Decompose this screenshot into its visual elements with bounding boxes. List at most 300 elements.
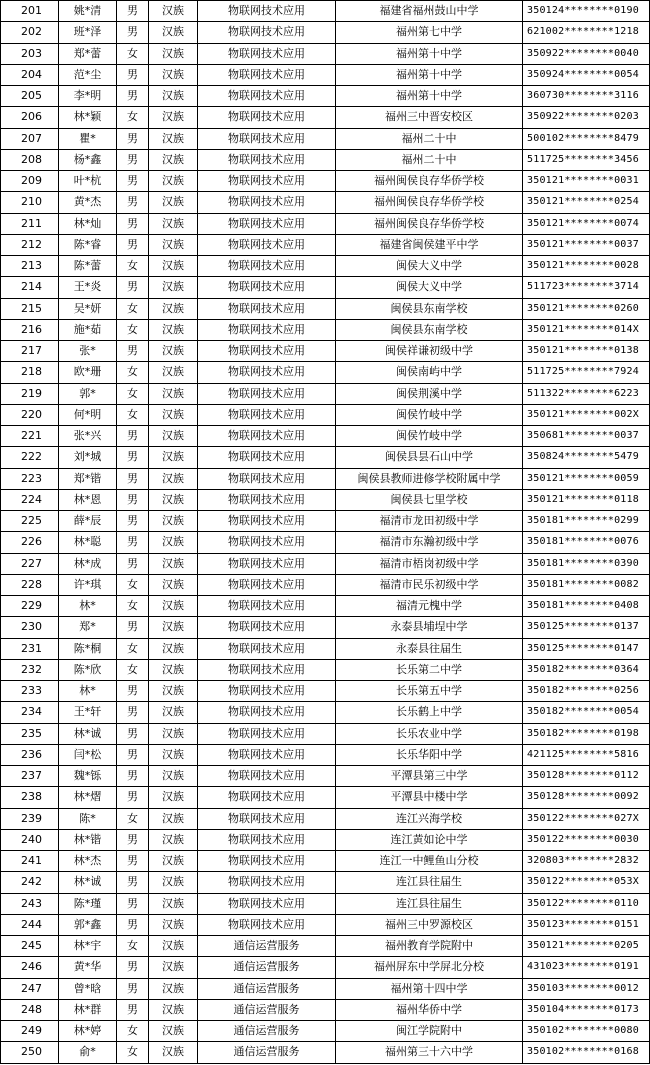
- gender-cell: 男: [117, 213, 149, 234]
- table-row: [1, 404, 650, 425]
- school-cell: 连江一中鲤鱼山分校: [336, 851, 523, 872]
- gender-cell: 女: [117, 298, 149, 319]
- table-row: [1, 681, 650, 702]
- ethnicity-cell: 汉族: [149, 277, 198, 298]
- student-name-cell: 姚*清: [59, 1, 117, 22]
- major-cell: 物联网技术应用: [198, 596, 336, 617]
- id-number-cell: 350102********0168: [523, 1042, 650, 1063]
- gender-cell: 女: [117, 256, 149, 277]
- gender-cell: 男: [117, 468, 149, 489]
- major-cell: 物联网技术应用: [198, 702, 336, 723]
- gender-cell: 男: [117, 171, 149, 192]
- ethnicity-cell: 汉族: [149, 681, 198, 702]
- id-number-cell: 431023********0191: [523, 957, 650, 978]
- ethnicity-cell: 汉族: [149, 787, 198, 808]
- student-name-cell: 黄*杰: [59, 192, 117, 213]
- gender-cell: 女: [117, 808, 149, 829]
- ethnicity-cell: 汉族: [149, 341, 198, 362]
- id-number-cell: 350128********0092: [523, 787, 650, 808]
- student-name-cell: 刘*城: [59, 447, 117, 468]
- row-number-cell: 208: [1, 149, 59, 170]
- gender-cell: 男: [117, 1, 149, 22]
- ethnicity-cell: 汉族: [149, 808, 198, 829]
- ethnicity-cell: 汉族: [149, 319, 198, 340]
- row-number-cell: 203: [1, 43, 59, 64]
- table-row: [1, 914, 650, 935]
- major-cell: 物联网技术应用: [198, 447, 336, 468]
- id-number-cell: 621002********1218: [523, 22, 650, 43]
- school-cell: 闽侯县昙石山中学: [336, 447, 523, 468]
- gender-cell: 男: [117, 957, 149, 978]
- gender-cell: 男: [117, 553, 149, 574]
- gender-cell: 男: [117, 851, 149, 872]
- table-row: [1, 596, 650, 617]
- table-row: [1, 256, 650, 277]
- major-cell: 物联网技术应用: [198, 511, 336, 532]
- row-number-cell: 235: [1, 723, 59, 744]
- ethnicity-cell: 汉族: [149, 702, 198, 723]
- row-number-cell: 227: [1, 553, 59, 574]
- row-number-cell: 224: [1, 489, 59, 510]
- ethnicity-cell: 汉族: [149, 404, 198, 425]
- table-row: [1, 702, 650, 723]
- major-cell: 物联网技术应用: [198, 234, 336, 255]
- major-cell: 物联网技术应用: [198, 319, 336, 340]
- id-number-cell: 350181********0390: [523, 553, 650, 574]
- table-row: [1, 192, 650, 213]
- row-number-cell: 206: [1, 107, 59, 128]
- table-row: [1, 936, 650, 957]
- gender-cell: 女: [117, 383, 149, 404]
- school-cell: 长乐第五中学: [336, 681, 523, 702]
- student-name-cell: 施*茹: [59, 319, 117, 340]
- student-name-cell: 何*明: [59, 404, 117, 425]
- ethnicity-cell: 汉族: [149, 744, 198, 765]
- row-number-cell: 250: [1, 1042, 59, 1063]
- id-number-cell: 350102********0080: [523, 1021, 650, 1042]
- major-cell: 物联网技术应用: [198, 86, 336, 107]
- school-cell: 连江黄如论中学: [336, 829, 523, 850]
- major-cell: 物联网技术应用: [198, 489, 336, 510]
- row-number-cell: 243: [1, 893, 59, 914]
- ethnicity-cell: 汉族: [149, 851, 198, 872]
- gender-cell: 男: [117, 723, 149, 744]
- gender-cell: 女: [117, 43, 149, 64]
- gender-cell: 男: [117, 128, 149, 149]
- table-row: [1, 659, 650, 680]
- id-number-cell: 350122********0110: [523, 893, 650, 914]
- school-cell: 福清市梧岗初级中学: [336, 553, 523, 574]
- student-name-cell: 陈*瑾: [59, 893, 117, 914]
- school-cell: 闽侯县七里学校: [336, 489, 523, 510]
- table-row: [1, 362, 650, 383]
- row-number-cell: 249: [1, 1021, 59, 1042]
- major-cell: 物联网技术应用: [198, 914, 336, 935]
- ethnicity-cell: 汉族: [149, 659, 198, 680]
- gender-cell: 男: [117, 341, 149, 362]
- gender-cell: 男: [117, 64, 149, 85]
- ethnicity-cell: 汉族: [149, 1, 198, 22]
- major-cell: 物联网技术应用: [198, 723, 336, 744]
- ethnicity-cell: 汉族: [149, 383, 198, 404]
- id-number-cell: 350121********0254: [523, 192, 650, 213]
- ethnicity-cell: 汉族: [149, 532, 198, 553]
- student-name-cell: 郭*: [59, 383, 117, 404]
- gender-cell: 男: [117, 829, 149, 850]
- gender-cell: 女: [117, 404, 149, 425]
- ethnicity-cell: 汉族: [149, 128, 198, 149]
- table-row: [1, 234, 650, 255]
- row-number-cell: 226: [1, 532, 59, 553]
- gender-cell: 男: [117, 234, 149, 255]
- table-row: [1, 957, 650, 978]
- table-row: [1, 171, 650, 192]
- gender-cell: 男: [117, 681, 149, 702]
- row-number-cell: 232: [1, 659, 59, 680]
- school-cell: 闽侯南屿中学: [336, 362, 523, 383]
- major-cell: 物联网技术应用: [198, 1, 336, 22]
- ethnicity-cell: 汉族: [149, 999, 198, 1020]
- school-cell: 福建省闽侯建平中学: [336, 234, 523, 255]
- gender-cell: 女: [117, 362, 149, 383]
- gender-cell: 女: [117, 659, 149, 680]
- row-number-cell: 247: [1, 978, 59, 999]
- major-cell: 通信运营服务: [198, 978, 336, 999]
- student-name-cell: 林*恩: [59, 489, 117, 510]
- school-cell: 福清市龙田初级中学: [336, 511, 523, 532]
- student-name-cell: 林*颖: [59, 107, 117, 128]
- table-row: [1, 489, 650, 510]
- student-name-cell: 陈*桐: [59, 638, 117, 659]
- id-number-cell: 350681********0037: [523, 426, 650, 447]
- row-number-cell: 218: [1, 362, 59, 383]
- ethnicity-cell: 汉族: [149, 957, 198, 978]
- ethnicity-cell: 汉族: [149, 893, 198, 914]
- ethnicity-cell: 汉族: [149, 723, 198, 744]
- major-cell: 通信运营服务: [198, 1042, 336, 1063]
- school-cell: 平潭县第三中学: [336, 766, 523, 787]
- row-number-cell: 212: [1, 234, 59, 255]
- table-row: [1, 22, 650, 43]
- student-name-cell: 林*聪: [59, 532, 117, 553]
- major-cell: 物联网技术应用: [198, 192, 336, 213]
- student-name-cell: 林*熠: [59, 787, 117, 808]
- major-cell: 物联网技术应用: [198, 107, 336, 128]
- id-number-cell: 320803********2832: [523, 851, 650, 872]
- school-cell: 长乐农业中学: [336, 723, 523, 744]
- row-number-cell: 221: [1, 426, 59, 447]
- student-name-cell: 杨*鑫: [59, 149, 117, 170]
- row-number-cell: 228: [1, 574, 59, 595]
- id-number-cell: 350122********053X: [523, 872, 650, 893]
- row-number-cell: 210: [1, 192, 59, 213]
- ethnicity-cell: 汉族: [149, 978, 198, 999]
- school-cell: 闽侯竹岐中学: [336, 404, 523, 425]
- row-number-cell: 231: [1, 638, 59, 659]
- major-cell: 物联网技术应用: [198, 532, 336, 553]
- school-cell: 福清市民乐初级中学: [336, 574, 523, 595]
- school-cell: 闽侯大义中学: [336, 277, 523, 298]
- student-name-cell: 林*宇: [59, 936, 117, 957]
- gender-cell: 男: [117, 999, 149, 1020]
- ethnicity-cell: 汉族: [149, 766, 198, 787]
- ethnicity-cell: 汉族: [149, 468, 198, 489]
- id-number-cell: 350121********0260: [523, 298, 650, 319]
- school-cell: 长乐华阳中学: [336, 744, 523, 765]
- row-number-cell: 220: [1, 404, 59, 425]
- table-row: [1, 149, 650, 170]
- id-number-cell: 350125********0137: [523, 617, 650, 638]
- table-row: [1, 808, 650, 829]
- major-cell: 物联网技术应用: [198, 341, 336, 362]
- student-name-cell: 林*诚: [59, 723, 117, 744]
- id-number-cell: 350182********0364: [523, 659, 650, 680]
- row-number-cell: 233: [1, 681, 59, 702]
- table-row: [1, 64, 650, 85]
- ethnicity-cell: 汉族: [149, 872, 198, 893]
- student-name-cell: 闫*松: [59, 744, 117, 765]
- student-name-cell: 张*兴: [59, 426, 117, 447]
- gender-cell: 男: [117, 978, 149, 999]
- id-number-cell: 350128********0112: [523, 766, 650, 787]
- gender-cell: 男: [117, 426, 149, 447]
- school-cell: 闽侯大义中学: [336, 256, 523, 277]
- major-cell: 物联网技术应用: [198, 256, 336, 277]
- ethnicity-cell: 汉族: [149, 574, 198, 595]
- id-number-cell: 350121********0074: [523, 213, 650, 234]
- gender-cell: 男: [117, 872, 149, 893]
- table-row: [1, 319, 650, 340]
- school-cell: 福州第十中学: [336, 86, 523, 107]
- ethnicity-cell: 汉族: [149, 234, 198, 255]
- school-cell: 连江兴海学校: [336, 808, 523, 829]
- row-number-cell: 230: [1, 617, 59, 638]
- gender-cell: 男: [117, 893, 149, 914]
- ethnicity-cell: 汉族: [149, 638, 198, 659]
- id-number-cell: 350182********0198: [523, 723, 650, 744]
- major-cell: 物联网技术应用: [198, 617, 336, 638]
- table-row: [1, 638, 650, 659]
- id-number-cell: 350122********027X: [523, 808, 650, 829]
- ethnicity-cell: 汉族: [149, 1021, 198, 1042]
- gender-cell: 男: [117, 489, 149, 510]
- major-cell: 物联网技术应用: [198, 851, 336, 872]
- major-cell: 物联网技术应用: [198, 872, 336, 893]
- gender-cell: 男: [117, 86, 149, 107]
- id-number-cell: 350125********0147: [523, 638, 650, 659]
- gender-cell: 男: [117, 192, 149, 213]
- major-cell: 通信运营服务: [198, 999, 336, 1020]
- ethnicity-cell: 汉族: [149, 43, 198, 64]
- gender-cell: 男: [117, 702, 149, 723]
- id-number-cell: 350182********0256: [523, 681, 650, 702]
- id-number-cell: 350121********0118: [523, 489, 650, 510]
- row-number-cell: 238: [1, 787, 59, 808]
- major-cell: 物联网技术应用: [198, 893, 336, 914]
- student-name-cell: 林*灿: [59, 213, 117, 234]
- table-row: [1, 574, 650, 595]
- row-number-cell: 214: [1, 277, 59, 298]
- student-name-cell: 林*锴: [59, 829, 117, 850]
- ethnicity-cell: 汉族: [149, 107, 198, 128]
- table-row: [1, 999, 650, 1020]
- table-row: [1, 1021, 650, 1042]
- id-number-cell: 421125********5816: [523, 744, 650, 765]
- major-cell: 通信运营服务: [198, 957, 336, 978]
- major-cell: 物联网技术应用: [198, 829, 336, 850]
- table-row: [1, 872, 650, 893]
- id-number-cell: 350124********0190: [523, 1, 650, 22]
- row-number-cell: 248: [1, 999, 59, 1020]
- school-cell: 平潭县中楼中学: [336, 787, 523, 808]
- row-number-cell: 239: [1, 808, 59, 829]
- student-name-cell: 陈*睿: [59, 234, 117, 255]
- row-number-cell: 216: [1, 319, 59, 340]
- major-cell: 物联网技术应用: [198, 171, 336, 192]
- ethnicity-cell: 汉族: [149, 64, 198, 85]
- gender-cell: 女: [117, 936, 149, 957]
- row-number-cell: 225: [1, 511, 59, 532]
- gender-cell: 男: [117, 277, 149, 298]
- school-cell: 福建省福州鼓山中学: [336, 1, 523, 22]
- table-row: [1, 213, 650, 234]
- row-number-cell: 209: [1, 171, 59, 192]
- school-cell: 福州屏东中学屏北分校: [336, 957, 523, 978]
- table-row: [1, 553, 650, 574]
- table-row: [1, 978, 650, 999]
- school-cell: 永泰县埔埕中学: [336, 617, 523, 638]
- major-cell: 物联网技术应用: [198, 43, 336, 64]
- student-name-cell: 陈*欣: [59, 659, 117, 680]
- ethnicity-cell: 汉族: [149, 171, 198, 192]
- table-body: [1, 1, 650, 1064]
- major-cell: 物联网技术应用: [198, 149, 336, 170]
- row-number-cell: 205: [1, 86, 59, 107]
- gender-cell: 女: [117, 596, 149, 617]
- table-row: [1, 744, 650, 765]
- gender-cell: 男: [117, 914, 149, 935]
- row-number-cell: 201: [1, 1, 59, 22]
- school-cell: 福州第十四中学: [336, 978, 523, 999]
- student-name-cell: 欧*珊: [59, 362, 117, 383]
- id-number-cell: 350122********0030: [523, 829, 650, 850]
- table-row: [1, 383, 650, 404]
- row-number-cell: 223: [1, 468, 59, 489]
- row-number-cell: 240: [1, 829, 59, 850]
- student-name-cell: 曾*晗: [59, 978, 117, 999]
- ethnicity-cell: 汉族: [149, 511, 198, 532]
- school-cell: 福州第十中学: [336, 43, 523, 64]
- school-cell: 福清元槐中学: [336, 596, 523, 617]
- gender-cell: 男: [117, 447, 149, 468]
- school-cell: 福州华侨中学: [336, 999, 523, 1020]
- table-row: [1, 1, 650, 22]
- gender-cell: 女: [117, 638, 149, 659]
- id-number-cell: 350121********0205: [523, 936, 650, 957]
- school-cell: 福州第十中学: [336, 64, 523, 85]
- table-row: [1, 426, 650, 447]
- major-cell: 物联网技术应用: [198, 383, 336, 404]
- school-cell: 闽侯县教师进修学校附属中学: [336, 468, 523, 489]
- id-number-cell: 350181********0299: [523, 511, 650, 532]
- school-cell: 闽侯县东南学校: [336, 298, 523, 319]
- id-number-cell: 350121********0138: [523, 341, 650, 362]
- id-number-cell: 511322********6223: [523, 383, 650, 404]
- ethnicity-cell: 汉族: [149, 192, 198, 213]
- ethnicity-cell: 汉族: [149, 914, 198, 935]
- row-number-cell: 237: [1, 766, 59, 787]
- student-name-cell: 薛*辰: [59, 511, 117, 532]
- table-row: [1, 298, 650, 319]
- table-row: [1, 447, 650, 468]
- gender-cell: 男: [117, 617, 149, 638]
- id-number-cell: 350922********0203: [523, 107, 650, 128]
- school-cell: 长乐鹤上中学: [336, 702, 523, 723]
- row-number-cell: 211: [1, 213, 59, 234]
- school-cell: 闽侯祥谦初级中学: [336, 341, 523, 362]
- student-name-cell: 郑*蕾: [59, 43, 117, 64]
- row-number-cell: 229: [1, 596, 59, 617]
- school-cell: 闽江学院附中: [336, 1021, 523, 1042]
- student-name-cell: 林*诚: [59, 872, 117, 893]
- major-cell: 物联网技术应用: [198, 468, 336, 489]
- id-number-cell: 500102********8479: [523, 128, 650, 149]
- ethnicity-cell: 汉族: [149, 22, 198, 43]
- row-number-cell: 242: [1, 872, 59, 893]
- school-cell: 永泰县往届生: [336, 638, 523, 659]
- table-row: [1, 532, 650, 553]
- major-cell: 物联网技术应用: [198, 277, 336, 298]
- gender-cell: 男: [117, 787, 149, 808]
- id-number-cell: 350103********0012: [523, 978, 650, 999]
- gender-cell: 男: [117, 149, 149, 170]
- id-number-cell: 511725********3456: [523, 149, 650, 170]
- school-cell: 连江县往届生: [336, 893, 523, 914]
- table-row: [1, 511, 650, 532]
- table-row: [1, 128, 650, 149]
- major-cell: 物联网技术应用: [198, 362, 336, 383]
- school-cell: 连江县往届生: [336, 872, 523, 893]
- student-name-cell: 郑*: [59, 617, 117, 638]
- ethnicity-cell: 汉族: [149, 86, 198, 107]
- school-cell: 福州闽侯良存华侨学校: [336, 171, 523, 192]
- major-cell: 物联网技术应用: [198, 213, 336, 234]
- id-number-cell: 350104********0173: [523, 999, 650, 1020]
- student-name-cell: 范*尘: [59, 64, 117, 85]
- student-name-cell: 吴*妍: [59, 298, 117, 319]
- major-cell: 物联网技术应用: [198, 766, 336, 787]
- table-row: [1, 787, 650, 808]
- id-number-cell: 350123********0151: [523, 914, 650, 935]
- student-name-cell: 王*炎: [59, 277, 117, 298]
- gender-cell: 女: [117, 1021, 149, 1042]
- school-cell: 福州二十中: [336, 149, 523, 170]
- table-row: [1, 86, 650, 107]
- school-cell: 福州二十中: [336, 128, 523, 149]
- major-cell: 物联网技术应用: [198, 64, 336, 85]
- major-cell: 物联网技术应用: [198, 574, 336, 595]
- student-name-cell: 陈*: [59, 808, 117, 829]
- student-name-cell: 林*: [59, 681, 117, 702]
- major-cell: 通信运营服务: [198, 936, 336, 957]
- major-cell: 物联网技术应用: [198, 128, 336, 149]
- ethnicity-cell: 汉族: [149, 1042, 198, 1063]
- school-cell: 闽侯竹岐中学: [336, 426, 523, 447]
- school-cell: 闽侯县东南学校: [336, 319, 523, 340]
- id-number-cell: 350121********014X: [523, 319, 650, 340]
- row-number-cell: 236: [1, 744, 59, 765]
- major-cell: 物联网技术应用: [198, 681, 336, 702]
